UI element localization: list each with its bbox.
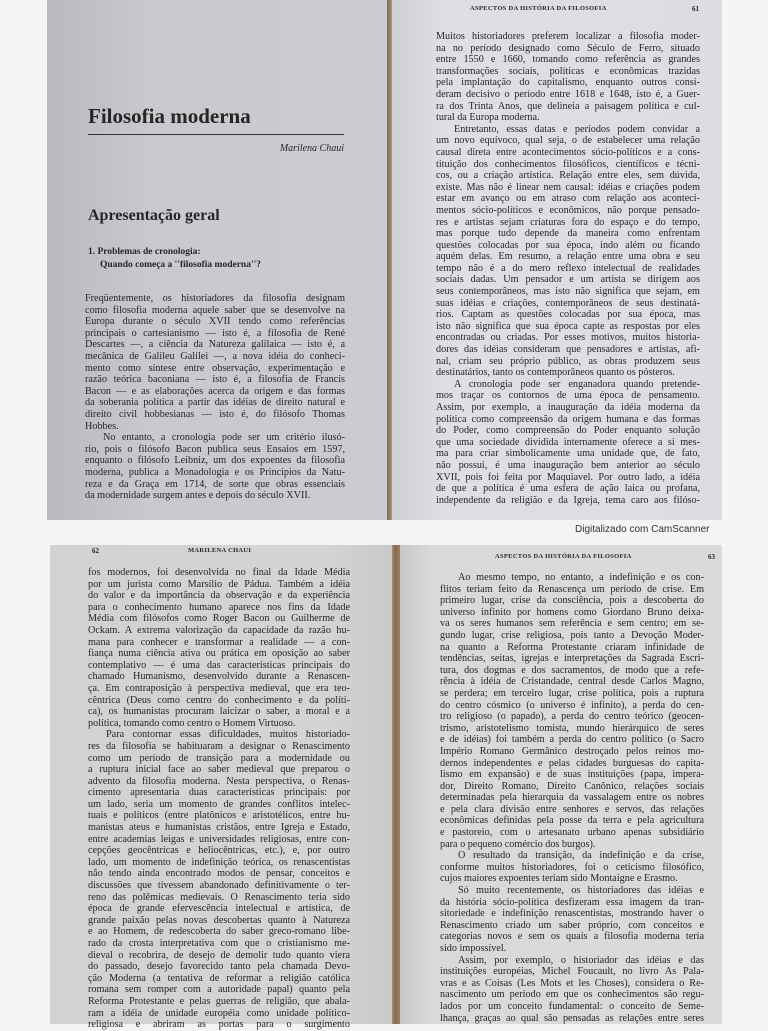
- text-line: mana para conhecer e transformar a realidade — a con-: [88, 636, 350, 648]
- text-line: contemplativo — é uma das características principais do: [88, 659, 350, 671]
- text-line: e ao Homem, de redescoberta do saber greco-romano libe-: [88, 926, 350, 938]
- text-line: como um período de transição para a modernidade ou: [88, 752, 350, 764]
- text-line: fos modernos, foi desenvolvida no final da Idade Média: [88, 567, 350, 578]
- chapter-title: Filosofia moderna: [88, 104, 251, 128]
- text-line: nascimento um período em que os conhecimentos são regu-: [440, 989, 704, 1001]
- page-60: [47, 0, 387, 520]
- text-line: cos, ou a criação artística. Relação entre eles, sem dúvida,: [436, 170, 700, 182]
- text-line: mecânica de Galileu Galilei —, a nova idéia do conheci-: [85, 350, 345, 362]
- text-line: seus contemporâneos, mas isto não significa que sejam, em: [436, 286, 700, 298]
- page-number: 62: [92, 547, 99, 555]
- text-line: suas idéias e criações, contemporâneos de seus destinatá-: [436, 297, 700, 309]
- page-body: [85, 293, 345, 502]
- text-line: sitoriedade e indefinição renascentistas, mostrando haver o: [440, 908, 704, 920]
- text-line: da soberania política a partir das idéias de direito natural e: [85, 397, 345, 409]
- text-line: transformações sociais, políticas e econômicas trazidas: [436, 65, 700, 77]
- text-line: dieval o recobrira, de desejo de demolir tudo quanto viera: [88, 949, 350, 961]
- text-line: cepções geocêntricas e heliocêntricas, etc.), e, por outro: [88, 845, 350, 857]
- text-line: entre academias leigas e universidades religiosas, entre con-: [88, 833, 350, 845]
- subsection-heading: [88, 246, 261, 272]
- text-line: rado da crosta interpretativa com que o cristianismo me-: [88, 938, 350, 949]
- text-line: não tendo ainda encontrado modos de pensar, conceitos e: [88, 868, 350, 880]
- text-line: No entanto, a cronologia pode ser um critério ilusó-: [103, 432, 345, 444]
- text-line: primeiro lugar, crise da consciência, pois a descoberta do: [440, 595, 704, 607]
- page-63: [400, 545, 722, 1024]
- text-line: destinatários, tanto os contemporâneos quanto os pósteros.: [436, 367, 675, 379]
- text-line: Bacon — e as elaborações acerca da origem e das formas: [85, 385, 345, 397]
- text-line: política, tomando como centro o Homem Virtuoso.: [88, 717, 296, 729]
- text-line: sociais dadas. Um pensador e um artista se dirigem aos: [436, 274, 700, 286]
- text-line: tempo não é a do mero reflexo intelectual de realidades: [436, 262, 700, 274]
- title-rule: [88, 134, 344, 135]
- paragraph: [440, 572, 704, 850]
- text-line: dor, Direito Romano, Direito Canônico, relações sociais: [440, 780, 704, 792]
- text-line: chamado Humanismo, desenvolvido durante a Renascen-: [88, 671, 350, 683]
- text-line: sido impossível.: [440, 943, 507, 954]
- text-line: universo infinito por homens como Giordano Bruno deixa-: [440, 606, 704, 618]
- text-line: na quanto a Reforma Protestante criaram infinidade de: [440, 641, 704, 653]
- text-line: Para contornar essas dificuldades, muitos historiado-: [106, 729, 350, 741]
- text-line: determinadas pela hierarquia da vassalagem entre os nobres: [440, 792, 704, 804]
- text-line: ção Moderna (a tentativa de reformar a religião católica: [88, 972, 350, 984]
- text-line: reno das polêmicas medievais. O Renascimento teria sido: [88, 891, 350, 903]
- text-line: rência à idéia de Cristandade, central desde Carlos Magno,: [440, 676, 704, 688]
- text-line: econômicas definidas pela posse da terra e pela agricultura: [440, 815, 704, 827]
- text-line: ra dos Trinta Anos, que delineia a paisagem política e cul-: [436, 100, 700, 112]
- text-line: e de idéias) foi também a perda do centro político (o Sacro: [440, 734, 704, 746]
- text-line: do centro cósmico (o universo é infinito), a perda do cen-: [440, 699, 704, 711]
- paragraph: [85, 293, 345, 432]
- text-line: se perdera; em terceiro lugar, crise política, pois a ruptura: [440, 687, 704, 699]
- text-line: Europa durante o século XVII tendo como referências: [85, 316, 345, 328]
- text-line: romana sem romper com a autoridade papal) quanto pela: [88, 984, 350, 996]
- chapter-author: Marilena Chaui: [279, 143, 344, 154]
- text-line: principais o cartesianismo — isto é, a filosofia de René: [85, 327, 345, 339]
- text-line: Muitos historiadores preferem localizar a filosofia moder-: [436, 31, 700, 42]
- text-line: res e artistas sejam criaturas fora do espaço e do tempo,: [436, 216, 700, 228]
- text-line: independente da religião e da Igreja, tema caro aos filóso-: [436, 494, 700, 506]
- text-line: questões colocadas por sua época, indo além ou ficando: [436, 239, 700, 251]
- text-line: gundo lugar, crise religiosa, pois tanto a Devoção Moder-: [440, 629, 704, 641]
- page-number: 63: [708, 553, 715, 561]
- page-62: [50, 545, 392, 1031]
- text-line: um lado, seria um momento de grandes conflitos intelec-: [88, 798, 350, 810]
- text-line: nal, criam seu próprio público, as obras produzem seus: [436, 355, 700, 367]
- text-line: manistas ateus e humanistas cristãos, entre Igreja e Estado,: [88, 822, 350, 834]
- text-line: tro religioso (o papado), a perda do centro teórico (geocen-: [440, 711, 704, 723]
- text-line: O resultado da transição, da indefinição e da crise,: [458, 850, 704, 862]
- text-line: Ao mesmo tempo, no entanto, a indefinição e os con-: [458, 572, 704, 583]
- running-head: ASPECTOS DA HISTÓRIA DA FILOSOFIA: [470, 5, 607, 12]
- text-line: Reforma Protestante e pelas guerras de religião, que abala-: [88, 995, 350, 1007]
- text-line: entre 1550 e 1660, tomando como referência as grandes: [436, 54, 700, 66]
- text-line: Hobbes.: [85, 420, 119, 432]
- text-line: Só muito recentemente, os historiadores das idéias e: [458, 885, 704, 897]
- section-heading: Apresentação geral: [88, 207, 220, 224]
- text-line: cujos maiores expoentes teriam sido Montaigne e Erasmo.: [440, 873, 678, 885]
- text-line: do valor e da importância da observação e da experiência: [88, 590, 350, 602]
- text-line: enquanto o filósofo Leibniz, um dos expoentes da filosofia: [85, 455, 345, 467]
- text-line: e pastoreio, com o artesanato urbano apenas subsidiário: [440, 827, 704, 839]
- text-line: A cronologia pode ser enganadora quando pretende-: [454, 378, 700, 390]
- text-line: que uma sociedade dividida internamente oferece a si mes-: [436, 436, 700, 448]
- text-line: encontradas ou criadas. Por esses motivos, muitos historia-: [436, 332, 700, 344]
- text-line: dernos independentes e pelas cidades burguesas do capita-: [440, 757, 704, 769]
- text-line: Assim, por exemplo, a inauguração da idéia moderna da: [436, 402, 700, 413]
- text-line: Ockam. A extrema valorização da capacidade da razão hu-: [88, 624, 350, 636]
- page-61: [392, 0, 722, 520]
- running-head: MARILENA CHAUI: [188, 547, 252, 554]
- text-line: tendências, seitas, igrejas e interpretações da Sagrada Escri-: [440, 653, 704, 665]
- text-line: dores das idéias consideram que pensadores e artistas, afi-: [436, 344, 700, 356]
- text-line: reza e da Graça em 1714, de sorte que obras essenciais: [85, 478, 345, 490]
- paragraph: [440, 955, 704, 1025]
- text-line: tura, dos dogmas e dos sacramentos, de modo que a refe-: [440, 664, 704, 676]
- text-line: va os seres humanos sem referência e sem centro; em se-: [440, 618, 704, 630]
- paragraph: [85, 432, 345, 502]
- text-line: tural da Europa moderna.: [436, 112, 540, 124]
- page-body: [88, 567, 350, 1031]
- text-line: deram decisivo o período entre 1618 e 1648, isto é, a Guer-: [436, 88, 700, 100]
- text-line: cimento apresentaria duas características principais: por: [88, 787, 350, 799]
- text-line: rios. Captam as questões colocadas por sua época, mas: [436, 309, 700, 321]
- text-line: Freqüentemente, os historiadores da filosofia designam: [85, 293, 345, 304]
- text-line: cêntrica (Deus como centro do conhecimento e da políti-: [88, 694, 350, 706]
- paragraph: [88, 567, 350, 729]
- text-line: da história sócio-política desfizeram essa imagem da tran-: [440, 896, 704, 908]
- text-line: estar em avanço ou em atraso com relação aos aconteci-: [436, 193, 700, 205]
- text-line: e pela clara divisão entre senhores e servos, das relações: [440, 803, 704, 815]
- text-line: um novo equívoco, qual seja, o de estabelecer uma relação: [436, 135, 700, 147]
- text-line: de que a política é uma esfera de ação laica ou profana,: [436, 483, 700, 495]
- text-line: Média com filósofos como Roger Bacon ou Guilherme de: [88, 613, 350, 625]
- text-line: XVII, pois foi feita por Maquiavel. Por outro lado, a idéia: [436, 471, 700, 483]
- text-line: ca), os humanistas procuram laicizar o saber, a moral e a: [88, 706, 350, 718]
- text-line: a ruptura inicial face ao saber medieval que preparou o: [88, 764, 350, 776]
- text-line: para o conhecimento humano aparece nos fins da Idade: [88, 601, 350, 613]
- text-line: ram a idéia de unidade européia como unidade político-: [88, 1007, 350, 1019]
- paragraph: [440, 885, 704, 955]
- page-body: [440, 572, 704, 1024]
- text-line: Entretanto, essas datas e períodos podem convidar a: [454, 123, 700, 135]
- paragraph: [436, 31, 700, 124]
- text-line: aquém delas. Em resumo, a relação entre uma obra e seu: [436, 251, 700, 263]
- text-line: discussões que tivessem abandonado definitivamente o ter-: [88, 880, 350, 892]
- text-line: por um jurista como Marsílio de Pádua. Também a idéia: [88, 578, 350, 590]
- text-line: não possui, é uma inauguração bem anterior ao século: [436, 459, 700, 471]
- subsection-line: 1. Problemas de cronologia:: [88, 247, 201, 257]
- text-line: mento como síntese entre observação, experimentação e: [85, 362, 345, 374]
- text-line: vras e as Coisas (Les Mots et les Choses), considera o Re-: [440, 977, 704, 989]
- text-line: lhança, graças ao qual são pensadas as relações entre seres: [440, 1012, 704, 1024]
- text-line: para o pequeno comércio dos burgos).: [440, 838, 596, 850]
- text-line: direito civil hobbesianas — isto é, do filósofo Thomas: [85, 408, 345, 420]
- text-line: razão teórica baconiana — isto é, a filosofia de Francis: [85, 374, 345, 386]
- text-line: do Poder, como compreensão do Poder enquanto solução: [436, 425, 700, 437]
- text-line: lados por um conceito fundamental: o conceito de Seme-: [440, 1000, 704, 1012]
- subsection-line: Quando começa a ''filosofia moderna''?: [100, 260, 261, 270]
- text-line: mentos sócio-políticos e econômicos, não porque pensado-: [436, 204, 700, 216]
- text-line: causal direta entre acontecimentos sócio-políticos e a cons-: [436, 146, 700, 158]
- text-line: trismo, aristotelismo tomista, mundo hierárquico de seres: [440, 722, 704, 734]
- text-line: lado, um momento de indefinição teórica, os renascentistas: [88, 856, 350, 868]
- text-line: categorias novos e sem os quais a filosofia moderna teria: [440, 931, 704, 943]
- text-line: moderna, publica a Monadologia e os Princípios da Natu-: [85, 466, 345, 478]
- text-line: tuais e políticos (entre platônicos e aristotélicos, entre hu-: [88, 810, 350, 822]
- text-line: Assim, por exemplo, o historiador das idéias e das: [458, 954, 704, 966]
- text-line: advento da filosofia moderna. Nesta perspectiva, o Renas-: [88, 775, 350, 787]
- text-line: pela implantação do capitalismo, enquanto outros consi-: [436, 77, 700, 89]
- text-line: res da filosofia se habituaram a designar o Renascimento: [88, 740, 350, 752]
- paragraph: [440, 850, 704, 885]
- text-line: da modernidade surgem antes e depois do século XVII.: [85, 490, 311, 502]
- text-line: rio, pois o filósofo Bacon publica seus Ensaios em 1597,: [85, 443, 345, 455]
- text-line: Descartes —, a ciência da Natureza galilaica — isto é, a: [85, 339, 345, 351]
- text-line: mas porque tudo depende da maneira como enfrentam: [436, 228, 700, 240]
- paragraph: [88, 729, 350, 1030]
- text-line: fiança numa ciência ativa ou prática em oposição ao saber: [88, 648, 350, 660]
- text-line: época de grande efervescência intelectual e artística, de: [88, 903, 350, 915]
- text-line: existe. Mas não é linear nem causal: idéias e criações podem: [436, 181, 700, 193]
- text-line: Renascimento criado um saber próprio, com conceitos e: [440, 919, 704, 931]
- running-head: ASPECTOS DA HISTÓRIA DA FILOSOFIA: [495, 553, 632, 560]
- text-line: na no período designado como Século de Ferro, situado: [436, 42, 700, 54]
- page-body: [436, 31, 700, 506]
- text-line: política como compreensão da origem humana e das formas: [436, 413, 700, 425]
- text-line: Império Romano Germânico destroçado pelos reinos mo-: [440, 745, 704, 757]
- text-line: instituições européias, Michel Foucault, no livro As Pala-: [440, 966, 704, 978]
- text-line: religiosa e abriram as portas para o surgimento: [88, 1019, 350, 1031]
- text-line: grande paixão pelas novas descobertas quanto à Natureza: [88, 914, 350, 926]
- paragraph: [436, 379, 700, 507]
- text-line: mos traçar os contornos de uma época de pensamento.: [436, 390, 700, 402]
- text-line: tituição dos conhecimentos filosóficos, científicos e técni-: [436, 158, 700, 170]
- text-line: como filosofia moderna aquele saber que se desenvolve na: [85, 304, 345, 316]
- page-number: 61: [692, 5, 699, 13]
- paragraph: [436, 124, 700, 379]
- text-line: conforme muitos historiadores, foi o ceticismo filosófico,: [440, 861, 704, 873]
- text-line: do passado, desejo favorecido tanto pela chamada Devo-: [88, 961, 350, 973]
- text-line: lismo em expansão) e de suas instituições (papa, impera-: [440, 769, 704, 781]
- text-line: isto não significa que sua época capte as respostas por eles: [436, 320, 700, 332]
- text-line: ma para criar simbolicamente uma unidade que, de fato,: [436, 448, 700, 460]
- scanner-watermark: Digitalizado com CamScanner: [575, 524, 710, 535]
- text-line: ça. Em contraposição à perspectiva medieval, que era teo-: [88, 682, 350, 694]
- text-line: flitos teriam feito da Renascença um período de crise. Em: [440, 583, 704, 595]
